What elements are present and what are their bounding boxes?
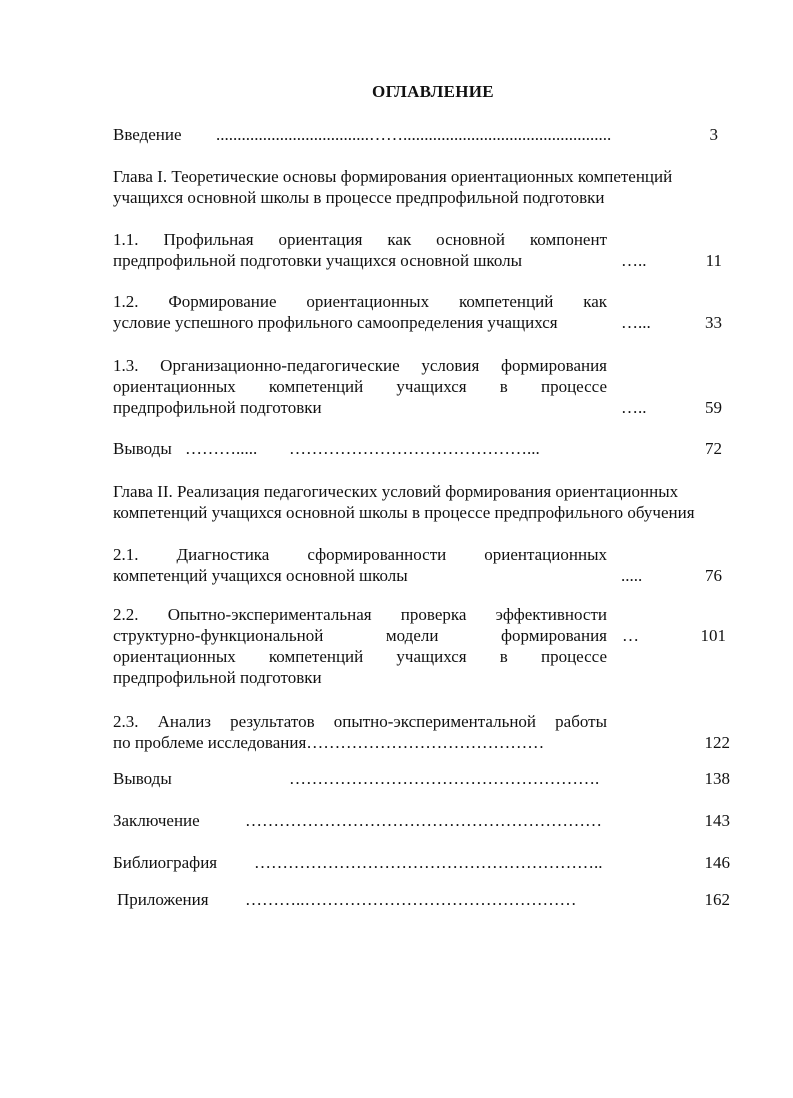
section-1-3-line-1: 1.3. Организационно-педагогические условия формирования: [113, 356, 607, 375]
bibliography-label: Библиография: [113, 853, 218, 872]
toc-intro-page: 3: [709, 125, 718, 144]
appendix-label: Приложения: [117, 890, 209, 909]
section-1-3-page: 59: [705, 398, 722, 417]
section-2-1-line-2: компетенций учащихся основной школы: [113, 566, 408, 585]
conclusions-1-label: Выводы: [113, 439, 172, 458]
section-1-3-line-2: ориентационных компетенций учащихся в процессе: [113, 377, 607, 396]
section-1-2-line-1: 1.2. Формирование ориентационных компетенций как: [113, 292, 607, 311]
section-2-2-line-3: ориентационных компетенций учащихся в процессе: [113, 647, 607, 666]
appendix-dots: ………..…………………………………………: [245, 890, 577, 909]
chapter-2-title-line-1: Глава II. Реализация педагогических условий формирования ориентационных: [113, 482, 679, 501]
bibliography-dots: ……………………………………………………..: [254, 853, 603, 872]
conclusions-1-dots-b: ……………………………………...: [289, 439, 540, 458]
section-2-2-line-4: предпрофильной подготовки: [113, 668, 322, 687]
conclusion-label: Заключение: [113, 811, 200, 830]
section-2-2-page: 101: [700, 626, 726, 645]
section-1-3-dots: …..: [621, 398, 647, 417]
conclusion-dots: ………………………………………………………: [245, 811, 602, 830]
conclusions-2-dots: ……………………………………………….: [289, 769, 600, 788]
section-2-2-dots: …: [622, 626, 639, 645]
section-2-1-dots: .....: [621, 566, 643, 585]
section-1-1-line-2: предпрофильной подготовки учащихся основной школы: [113, 251, 522, 270]
toc-intro-label: Введение: [113, 125, 182, 144]
section-1-2-dots: …...: [621, 313, 651, 332]
section-1-1-line-1: 1.1. Профильная ориентация как основной компонент: [113, 230, 607, 249]
section-1-1-page: 11: [705, 251, 722, 270]
bibliography-page: 146: [704, 853, 730, 872]
section-2-1-page: 76: [705, 566, 722, 585]
section-1-3-line-3: предпрофильной подготовки: [113, 398, 322, 417]
appendix-page: 162: [704, 890, 730, 909]
section-2-2-line-2: структурно-функциональной модели формирования: [113, 626, 607, 645]
toc-intro-dots: ....................................…….................................................: [216, 125, 612, 144]
section-2-3-page: 122: [704, 733, 730, 752]
chapter-1-title-line-1: Глава I. Теоретические основы формирования ориентационных компетенций: [113, 167, 673, 186]
conclusions-1-page: 72: [705, 439, 722, 458]
section-1-1-dots: …..: [621, 251, 647, 270]
page-title: ОГЛАВЛЕНИЕ: [372, 82, 494, 101]
section-2-1-line-1: 2.1. Диагностика сформированности ориентационных: [113, 545, 607, 564]
section-1-2-line-2: условие успешного профильного самоопределения учащихся: [113, 313, 558, 332]
conclusion-page: 143: [704, 811, 730, 830]
conclusions-2-label: Выводы: [113, 769, 172, 788]
conclusions-2-page: 138: [704, 769, 730, 788]
conclusions-1-dots-a: ……….....: [185, 439, 258, 458]
section-2-2-line-1: 2.2. Опытно-экспериментальная проверка эффективности: [113, 605, 607, 624]
section-2-3-line-2: по проблеме исследования……………………………………: [113, 733, 545, 752]
chapter-2-title-line-2: компетенций учащихся основной школы в процессе предпрофильного обучения: [113, 503, 695, 522]
chapter-1-title-line-2: учащихся основной школы в процессе предпрофильной подготовки: [113, 188, 605, 207]
section-1-2-page: 33: [705, 313, 722, 332]
section-2-3-line-1: 2.3. Анализ результатов опытно-экспериментальной работы: [113, 712, 607, 731]
